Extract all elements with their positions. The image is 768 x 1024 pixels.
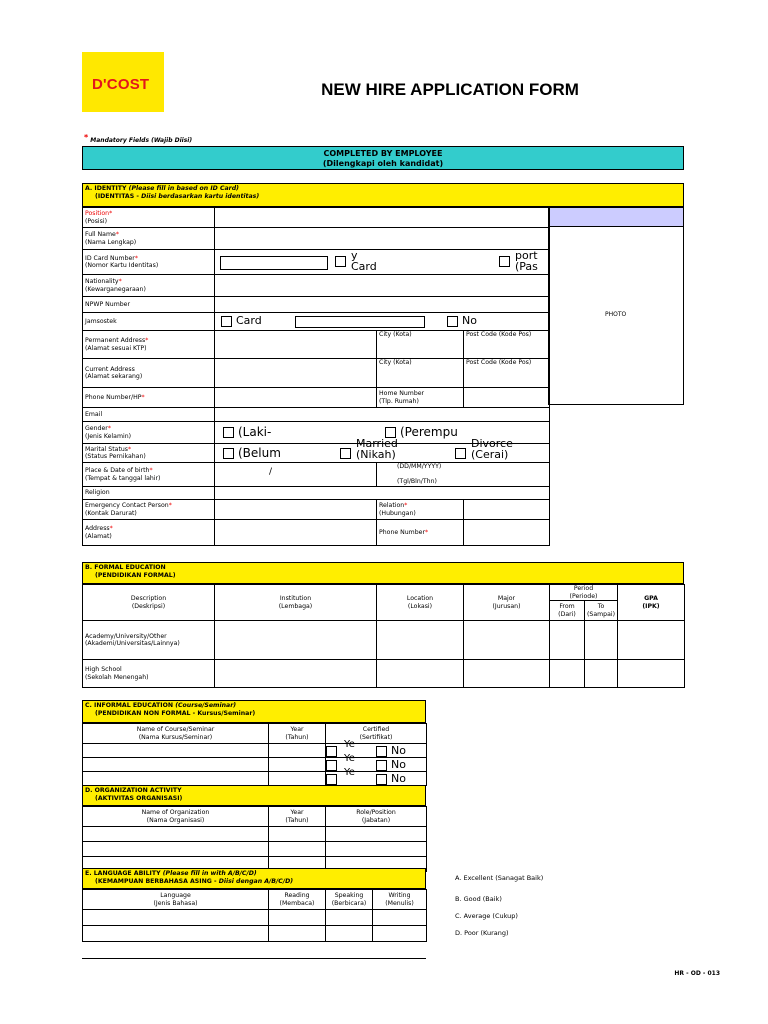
- course-year-cell[interactable]: [269, 772, 326, 786]
- checkbox-icon[interactable]: [335, 256, 346, 267]
- cert-option-no[interactable]: No: [376, 759, 406, 771]
- language-cell[interactable]: [326, 910, 373, 926]
- marital-field[interactable]: [215, 437, 550, 463]
- legend-average: C. Average (Cukup): [455, 912, 518, 920]
- speaking-header: Speaking (Berbicara): [326, 890, 373, 910]
- phone-field[interactable]: [215, 388, 377, 408]
- legend-good: B. Good (Baik): [455, 895, 502, 903]
- completed-by-banner: [82, 146, 684, 170]
- position-label: Position* (Posisi): [83, 208, 215, 228]
- section-c-header: [82, 700, 426, 723]
- row-birth: [83, 463, 550, 487]
- org-cell[interactable]: [326, 842, 427, 857]
- birth-date-field[interactable]: (DD/MM/YYYY) (Tgl/Bln/Thn): [377, 463, 550, 487]
- org-cell[interactable]: [269, 827, 326, 842]
- permanent-city-field[interactable]: City (Kota): [377, 331, 464, 359]
- home-number-field[interactable]: [464, 388, 550, 408]
- organization-table: [82, 806, 427, 872]
- section-c-note: (Course/Seminar): [175, 702, 237, 709]
- full-name-label: Full Name* (Nama Lengkap): [83, 228, 215, 250]
- org-cell[interactable]: [269, 842, 326, 857]
- course-name-cell[interactable]: [83, 744, 269, 758]
- id-option-passport[interactable]: port (Pas: [497, 250, 551, 275]
- education-highschool-label: High School (Sekolah Menengah): [83, 660, 215, 688]
- row-jamsostek: [83, 313, 550, 331]
- education-from-header: From (Dari): [550, 601, 585, 621]
- education-row-academy: [83, 621, 685, 660]
- address-field[interactable]: [215, 520, 377, 546]
- education-cell[interactable]: [618, 621, 685, 660]
- education-to-header: To (Sampai): [585, 601, 618, 621]
- education-header-row1: [83, 585, 685, 601]
- cert-option-yes[interactable]: Ye: [326, 773, 370, 785]
- birth-label: Place & Date of birth* (Tempat & tanggal lahir): [83, 463, 215, 487]
- language-cell[interactable]: [269, 910, 326, 926]
- education-cell[interactable]: [464, 660, 550, 688]
- language-cell[interactable]: [373, 926, 427, 942]
- cert-option-yes[interactable]: Ye: [326, 745, 370, 757]
- org-cell[interactable]: [326, 827, 427, 842]
- logo-text: D'COST: [92, 76, 150, 93]
- org-cell[interactable]: [83, 827, 269, 842]
- row-current-address: [83, 359, 550, 388]
- education-cell[interactable]: [585, 621, 618, 660]
- id-card-field[interactable]: y Card port (Pas: [215, 250, 550, 275]
- checkbox-icon[interactable]: [376, 774, 387, 785]
- divider-line: [82, 958, 426, 959]
- gender-option-male[interactable]: (Laki-: [223, 426, 271, 438]
- language-cell[interactable]: [269, 926, 326, 942]
- jamsostek-label: Jamsostek: [83, 313, 215, 331]
- checkbox-icon[interactable]: [340, 448, 351, 459]
- course-cert-cell[interactable]: [326, 767, 427, 786]
- photo-box[interactable]: [548, 226, 684, 405]
- email-label: Email: [83, 408, 215, 422]
- section-e-title: E. LANGUAGE ABILITY: [85, 870, 161, 877]
- phone-number-field[interactable]: [464, 520, 550, 546]
- course-year-cell[interactable]: [269, 744, 326, 758]
- form-code: HR - OD - 013: [674, 970, 720, 977]
- checkbox-icon[interactable]: [223, 427, 234, 438]
- marital-label: Marital Status* (Status Pernikahan): [83, 444, 215, 463]
- cert-option-yes[interactable]: Ye: [326, 759, 370, 771]
- position-field[interactable]: [215, 208, 550, 228]
- education-academy-label: Academy/University/Other (Akademi/Universitas/Lainnya): [83, 621, 215, 660]
- section-e-subnote: Diisi dengan A/B/C/D): [218, 878, 294, 885]
- section-c-title: C. INFORMAL EDUCATION: [85, 702, 174, 709]
- row-phone: [83, 388, 550, 408]
- formal-education-table: [82, 584, 685, 688]
- language-cell[interactable]: [326, 926, 373, 942]
- marital-option-single[interactable]: (Belum: [223, 447, 281, 459]
- row-full-name: [83, 228, 550, 250]
- nationality-label: Nationality* (Kewarganegaraan): [83, 275, 215, 297]
- nationality-field[interactable]: [215, 275, 550, 297]
- writing-header: Writing (Menulis): [373, 890, 427, 910]
- course-name-cell[interactable]: [83, 772, 269, 786]
- course-name-header: Name of Course/Seminar (Nama Kursus/Seminar): [83, 724, 269, 744]
- id-card-label: ID Card Number* (Nomor Kartu Identitas): [83, 250, 215, 275]
- mandatory-star: *: [84, 133, 89, 142]
- checkbox-icon[interactable]: [223, 448, 234, 459]
- cert-option-no[interactable]: No: [376, 745, 406, 757]
- emergency-field[interactable]: [215, 500, 377, 520]
- checkbox-icon[interactable]: [499, 256, 510, 267]
- section-a-title: A. IDENTITY: [85, 185, 127, 192]
- marital-option-divorce[interactable]: Divorce (Cerai): [455, 444, 545, 462]
- course-name-cell[interactable]: [83, 758, 269, 772]
- education-cell[interactable]: [585, 660, 618, 688]
- row-address: [83, 520, 550, 546]
- permanent-postcode-field[interactable]: Post Code (Kode Pos): [464, 331, 550, 359]
- email-field[interactable]: [215, 408, 550, 422]
- religion-label: Religion: [83, 487, 215, 500]
- phone-label: Phone Number/HP*: [83, 388, 215, 408]
- language-cell[interactable]: [83, 926, 269, 942]
- address-label: Address* (Alamat): [83, 520, 215, 546]
- education-cell[interactable]: [464, 621, 550, 660]
- row-marital: [83, 444, 550, 463]
- birth-slash: /: [269, 467, 273, 477]
- section-e-note: (Please fill in with A/B/C/D): [162, 870, 257, 877]
- organization-row: [83, 827, 427, 842]
- jamsostek-number-input[interactable]: [295, 316, 425, 328]
- education-cell[interactable]: [377, 660, 464, 688]
- informal-row: [83, 772, 427, 786]
- informal-education-table: [82, 723, 427, 786]
- home-number-label: Home Number (Tlp. Rumah): [377, 388, 464, 408]
- banner-line2: (Dilengkapi oleh kandidat): [322, 159, 444, 168]
- checkbox-icon[interactable]: [326, 746, 337, 757]
- relation-label: Relation* (Hubungan): [377, 500, 464, 520]
- education-cell[interactable]: [215, 621, 377, 660]
- education-cell[interactable]: [550, 621, 585, 660]
- mandatory-note-text: Mandatory Fields (Wajib Diisi): [90, 137, 193, 144]
- emergency-label: Emergency Contact Person* (Kontak Darurat): [83, 500, 215, 520]
- section-b-header: [82, 562, 684, 584]
- language-table: [82, 889, 427, 942]
- permanent-address-field[interactable]: [215, 331, 377, 359]
- section-a-subtitle: (IDENTITAS -: [95, 193, 139, 200]
- checkbox-icon[interactable]: [221, 316, 232, 327]
- org-role-header: Role/Position (Jabatan): [326, 807, 427, 827]
- education-cell[interactable]: [215, 660, 377, 688]
- education-location-header: Location (Lokasi): [377, 585, 464, 621]
- identity-table: [82, 207, 550, 546]
- section-a-header: [82, 183, 684, 207]
- language-row: [83, 926, 427, 942]
- org-year-header: Year (Tahun): [269, 807, 326, 827]
- language-cell[interactable]: [373, 910, 427, 926]
- education-period-header: Period (Periode): [550, 585, 618, 601]
- section-a-subnote: Diisi berdasarkan kartu identitas): [141, 193, 260, 200]
- religion-field[interactable]: [215, 487, 550, 500]
- row-emergency: [83, 500, 550, 520]
- company-logo: [82, 52, 164, 112]
- marital-option-married[interactable]: Married (Nikah): [340, 444, 450, 462]
- section-c-subtitle: (PENDIDIKAN NON FORMAL - Kursus/Seminar): [95, 710, 256, 717]
- gender-label: Gender* (Jenis Kelamin): [83, 422, 215, 444]
- npwp-field[interactable]: [215, 297, 550, 313]
- language-cell[interactable]: [83, 910, 269, 926]
- id-card-number-input[interactable]: [220, 256, 328, 270]
- checkbox-icon[interactable]: [376, 746, 387, 757]
- checkbox-icon[interactable]: [447, 316, 458, 327]
- reading-header: Reading (Membaca): [269, 890, 326, 910]
- section-e-subtitle: (KEMAMPUAN BERBAHASA ASING -: [95, 878, 217, 885]
- informal-row: [83, 744, 427, 758]
- education-major-header: Major (Jurusan): [464, 585, 550, 621]
- current-address-field[interactable]: [215, 359, 377, 388]
- course-year-header: Year (Tahun): [269, 724, 326, 744]
- full-name-field[interactable]: [215, 228, 550, 250]
- phone-number-label: Phone Number*: [377, 520, 464, 546]
- photo-header-cell: [548, 207, 684, 227]
- row-email: [83, 408, 550, 422]
- section-d-title: D. ORGANIZATION ACTIVITY: [85, 787, 182, 794]
- course-cert-cell[interactable]: [326, 753, 427, 772]
- organization-header-row: [83, 807, 427, 827]
- checkbox-icon[interactable]: [376, 760, 387, 771]
- education-cell[interactable]: [618, 660, 685, 688]
- row-nationality: [83, 275, 550, 297]
- photo-label: PHOTO: [605, 311, 627, 318]
- mandatory-note: [84, 135, 192, 144]
- current-address-label: Current Address (Alamat sekarang): [83, 359, 215, 388]
- current-city-field[interactable]: City (Kota): [377, 359, 464, 388]
- jamsostek-option-no[interactable]: No: [447, 315, 477, 327]
- row-npwp: [83, 297, 550, 313]
- jamsostek-field[interactable]: [215, 313, 550, 331]
- education-cell[interactable]: [377, 621, 464, 660]
- education-cell[interactable]: [550, 660, 585, 688]
- npwp-label: NPWP Number: [83, 297, 215, 313]
- informal-row: [83, 758, 427, 772]
- language-header-row: [83, 890, 427, 910]
- course-cert-cell[interactable]: [326, 739, 427, 758]
- org-cell[interactable]: [83, 842, 269, 857]
- legend-poor: D. Poor (Kurang): [455, 929, 509, 937]
- language-header: Language (Jenis Bahasa): [83, 890, 269, 910]
- section-d-header: [82, 785, 426, 806]
- section-d-subtitle: (AKTIVITAS ORGANISASI): [95, 795, 183, 802]
- row-id-card: [83, 250, 550, 275]
- informal-header-row: [83, 724, 427, 744]
- row-religion: [83, 487, 550, 500]
- organization-row: [83, 842, 427, 857]
- permanent-address-label: Permanent Address* (Alamat sesuai KTP): [83, 331, 215, 359]
- section-b-subtitle: (PENDIDIKAN FORMAL): [95, 572, 176, 579]
- education-gpa-header: GPA (IPK): [618, 585, 685, 621]
- checkbox-icon[interactable]: [326, 774, 337, 785]
- org-name-header: Name of Organization (Nama Organisasi): [83, 807, 269, 827]
- row-position: [83, 208, 550, 228]
- legend-excellent: A. Excellent (Sanagat Baik): [455, 874, 544, 882]
- course-year-cell[interactable]: [269, 758, 326, 772]
- section-b-title: B. FORMAL EDUCATION: [85, 564, 166, 571]
- gender-option-female[interactable]: (Perempu: [385, 426, 458, 438]
- education-description-header: Description (Deskripsi): [83, 585, 215, 621]
- checkbox-icon[interactable]: [455, 448, 466, 459]
- cert-option-no[interactable]: No: [376, 773, 406, 785]
- current-postcode-field[interactable]: Post Code (Kode Pos): [464, 359, 550, 388]
- course-cert-header: Certified (Sertifikat): [326, 724, 427, 744]
- relation-field[interactable]: [464, 500, 550, 520]
- section-a-note: (Please fill in based on ID Card): [128, 185, 239, 192]
- education-row-highschool: [83, 660, 685, 688]
- language-row: [83, 910, 427, 926]
- birth-place-field[interactable]: [215, 463, 377, 487]
- jamsostek-option-card[interactable]: Card: [221, 315, 262, 327]
- banner-line1: COMPLETED BY EMPLOYEE: [323, 149, 443, 158]
- checkbox-icon[interactable]: [326, 760, 337, 771]
- row-permanent-address: [83, 331, 550, 359]
- section-e-header: [82, 868, 426, 889]
- form-title: NEW HIRE APPLICATION FORM: [321, 80, 579, 99]
- education-institution-header: Institution (Lembaga): [215, 585, 377, 621]
